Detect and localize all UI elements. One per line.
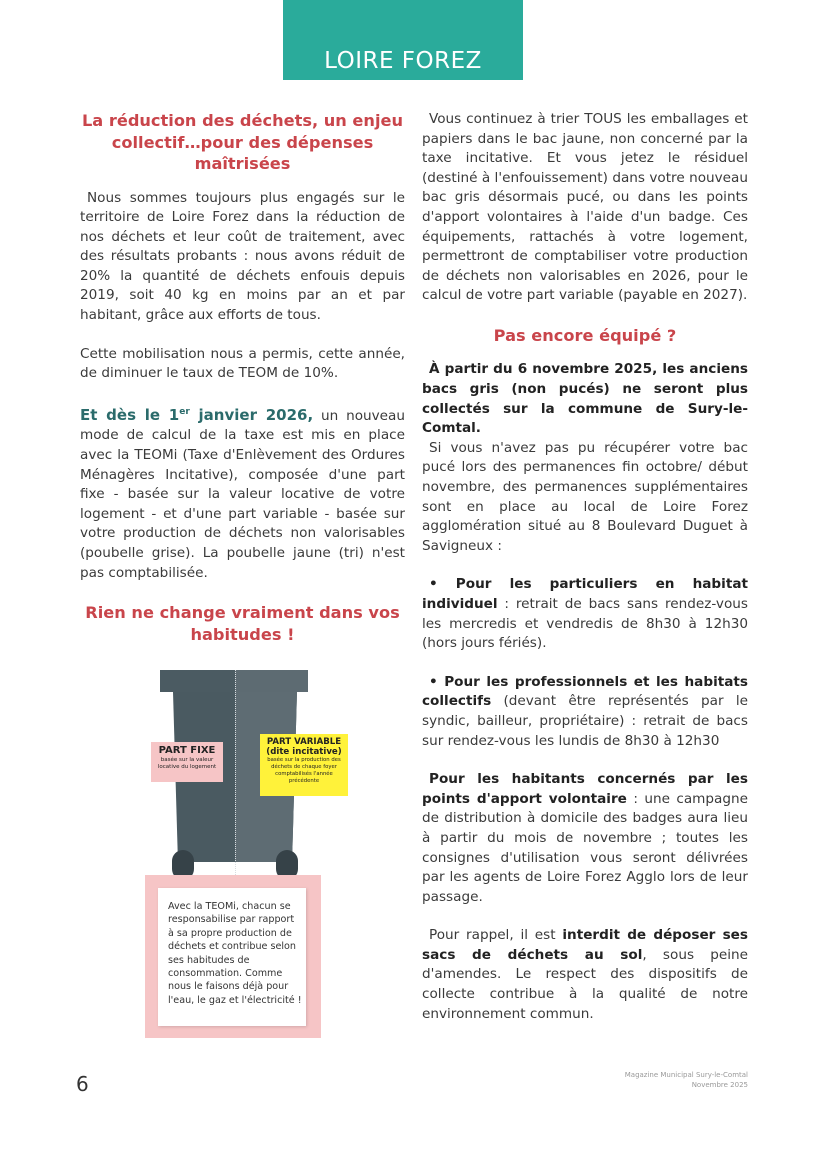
- bullet-particuliers: • Pour les particuliers en habitat individuel : retrait de bacs sans rendez-vous les mercredis et vendredis de 8h30 à 12h30 (hors jours fériés).: [422, 576, 748, 652]
- bin-illustration: [145, 670, 342, 1040]
- paragraph-collecte-bold: À partir du 6 novembre 2025, les anciens bacs gris (non pucés) ne seront plus collectés sur la commune de Sury-le-Comtal.: [422, 361, 748, 437]
- paragraph-teomi: Et dès le 1er janvier 2026, un nouveau mode de calcul de la taxe est mis en place avec la TEOMi (Taxe d'Enlèvement des Ordures Ménagères Incitative), composée d'une part fixe - basée sur la valeur locative de votre logement - et d'une part variable - basée sur votre production de déchets non valorisables (poubelle grise). La poubelle jaune (tri) n'est pas comptabilisée.: [80, 405, 405, 581]
- paragraph-permanences: Si vous n'avez pas pu récupérer votre bac pucé lors des permanences fin octobre/ début novembre, des permanences supplémentaires sont en place au local de Loire Forez agglomération situé au 8 Boulevard Duguet à Savigneux :: [422, 439, 748, 554]
- right-column: [422, 110, 748, 1043]
- date-highlight: Et dès le 1er janvier 2026,: [80, 405, 314, 424]
- bullet-professionnels: • Pour les professionnels et les habitats collectifs (devant être représentés par le syndic, bailleur, propriétaire) : retrait de bacs sur rendez-vous les lundis de 8h30 à 12h30: [422, 673, 748, 749]
- paragraph-apport-volontaire: Pour les habitants concernés par les points d'apport volontaire : une campagne de distribution à domicile des badges aura lieu à partir du mois de novembre ; toutes les consignes d'utilisation vous seront délivrées par les agents de Loire Forez Agglo lors de leur passage.: [422, 771, 748, 905]
- paragraph-engagement: Nous sommes toujours plus engagés sur le territoire de Loire Forez dans la réduction de nos déchets et leur coût de traitement, avec des résultats probants : nous avons réduit de 20% la quantité de déchets enfouis depuis 2019, soit 40 kg en moins par an et par habitant, grâce aux efforts de tous.: [80, 189, 405, 324]
- page-number: 6: [76, 1072, 89, 1096]
- part-variable-label: PART VARIABLE (dite incitative) basée sur la production des déchets de chaque foyer comptabilisés l'année précédente: [260, 734, 348, 796]
- heading-reduction: La réduction des déchets, un enjeu collectif…pour des dépenses maîtrisées: [81, 111, 403, 173]
- heading-pas-equipe: Pas encore équipé ?: [493, 325, 677, 345]
- magazine-name: Magazine Municipal Sury-le-Comtal: [624, 1071, 748, 1079]
- bin-divider: [235, 670, 236, 875]
- section-title: LOIRE FOREZ: [324, 48, 482, 74]
- header-band: [283, 0, 523, 80]
- footer-credits: [625, 1070, 748, 1090]
- part-fixe-label: PART FIXE basée sur la valeur locative du logement: [151, 742, 223, 782]
- quote-box: [145, 875, 321, 1038]
- left-column: [80, 110, 405, 659]
- paragraph-teom: Cette mobilisation nous a permis, cette année, de diminuer le taux de TEOM de 10%.: [80, 345, 405, 382]
- heading-habitudes: Rien ne change vraiment dans vos habitudes !: [85, 603, 400, 644]
- quote-text: Avec la TEOMi, chacun se responsabilise par rapport à sa propre production de déchets et contribue selon ses habitudes de consommation. Comme nous le faisons déjà pour l'eau, le gaz et l'électricité !: [168, 901, 302, 1006]
- paragraph-rappel: Pour rappel, il est interdit de déposer ses sacs de déchets au sol, sous peine d'amendes. Le respect des dispositifs de collecte contribue à la qualité de notre environnement commun.: [422, 927, 749, 1022]
- bin-lid-shade: [235, 670, 308, 692]
- issue-date: Novembre 2025: [691, 1081, 748, 1089]
- quote-card: [158, 888, 306, 1026]
- paragraph-tri: Vous continuez à trier TOUS les emballages et papiers dans le bac jaune, non concerné par la taxe incitative. Et vous jetez le résiduel (destiné à l'enfouissement) dans votre nouveau bac gris désormais pucé, ou dans les points d'apport volontaires à l'aide d'un badge. Ces équipements, rattachés à votre logement, permettront de comptabiliser votre production de déchets non valorisables en 2026, pour le calcul de votre part variable (payable en 2027).: [422, 111, 748, 304]
